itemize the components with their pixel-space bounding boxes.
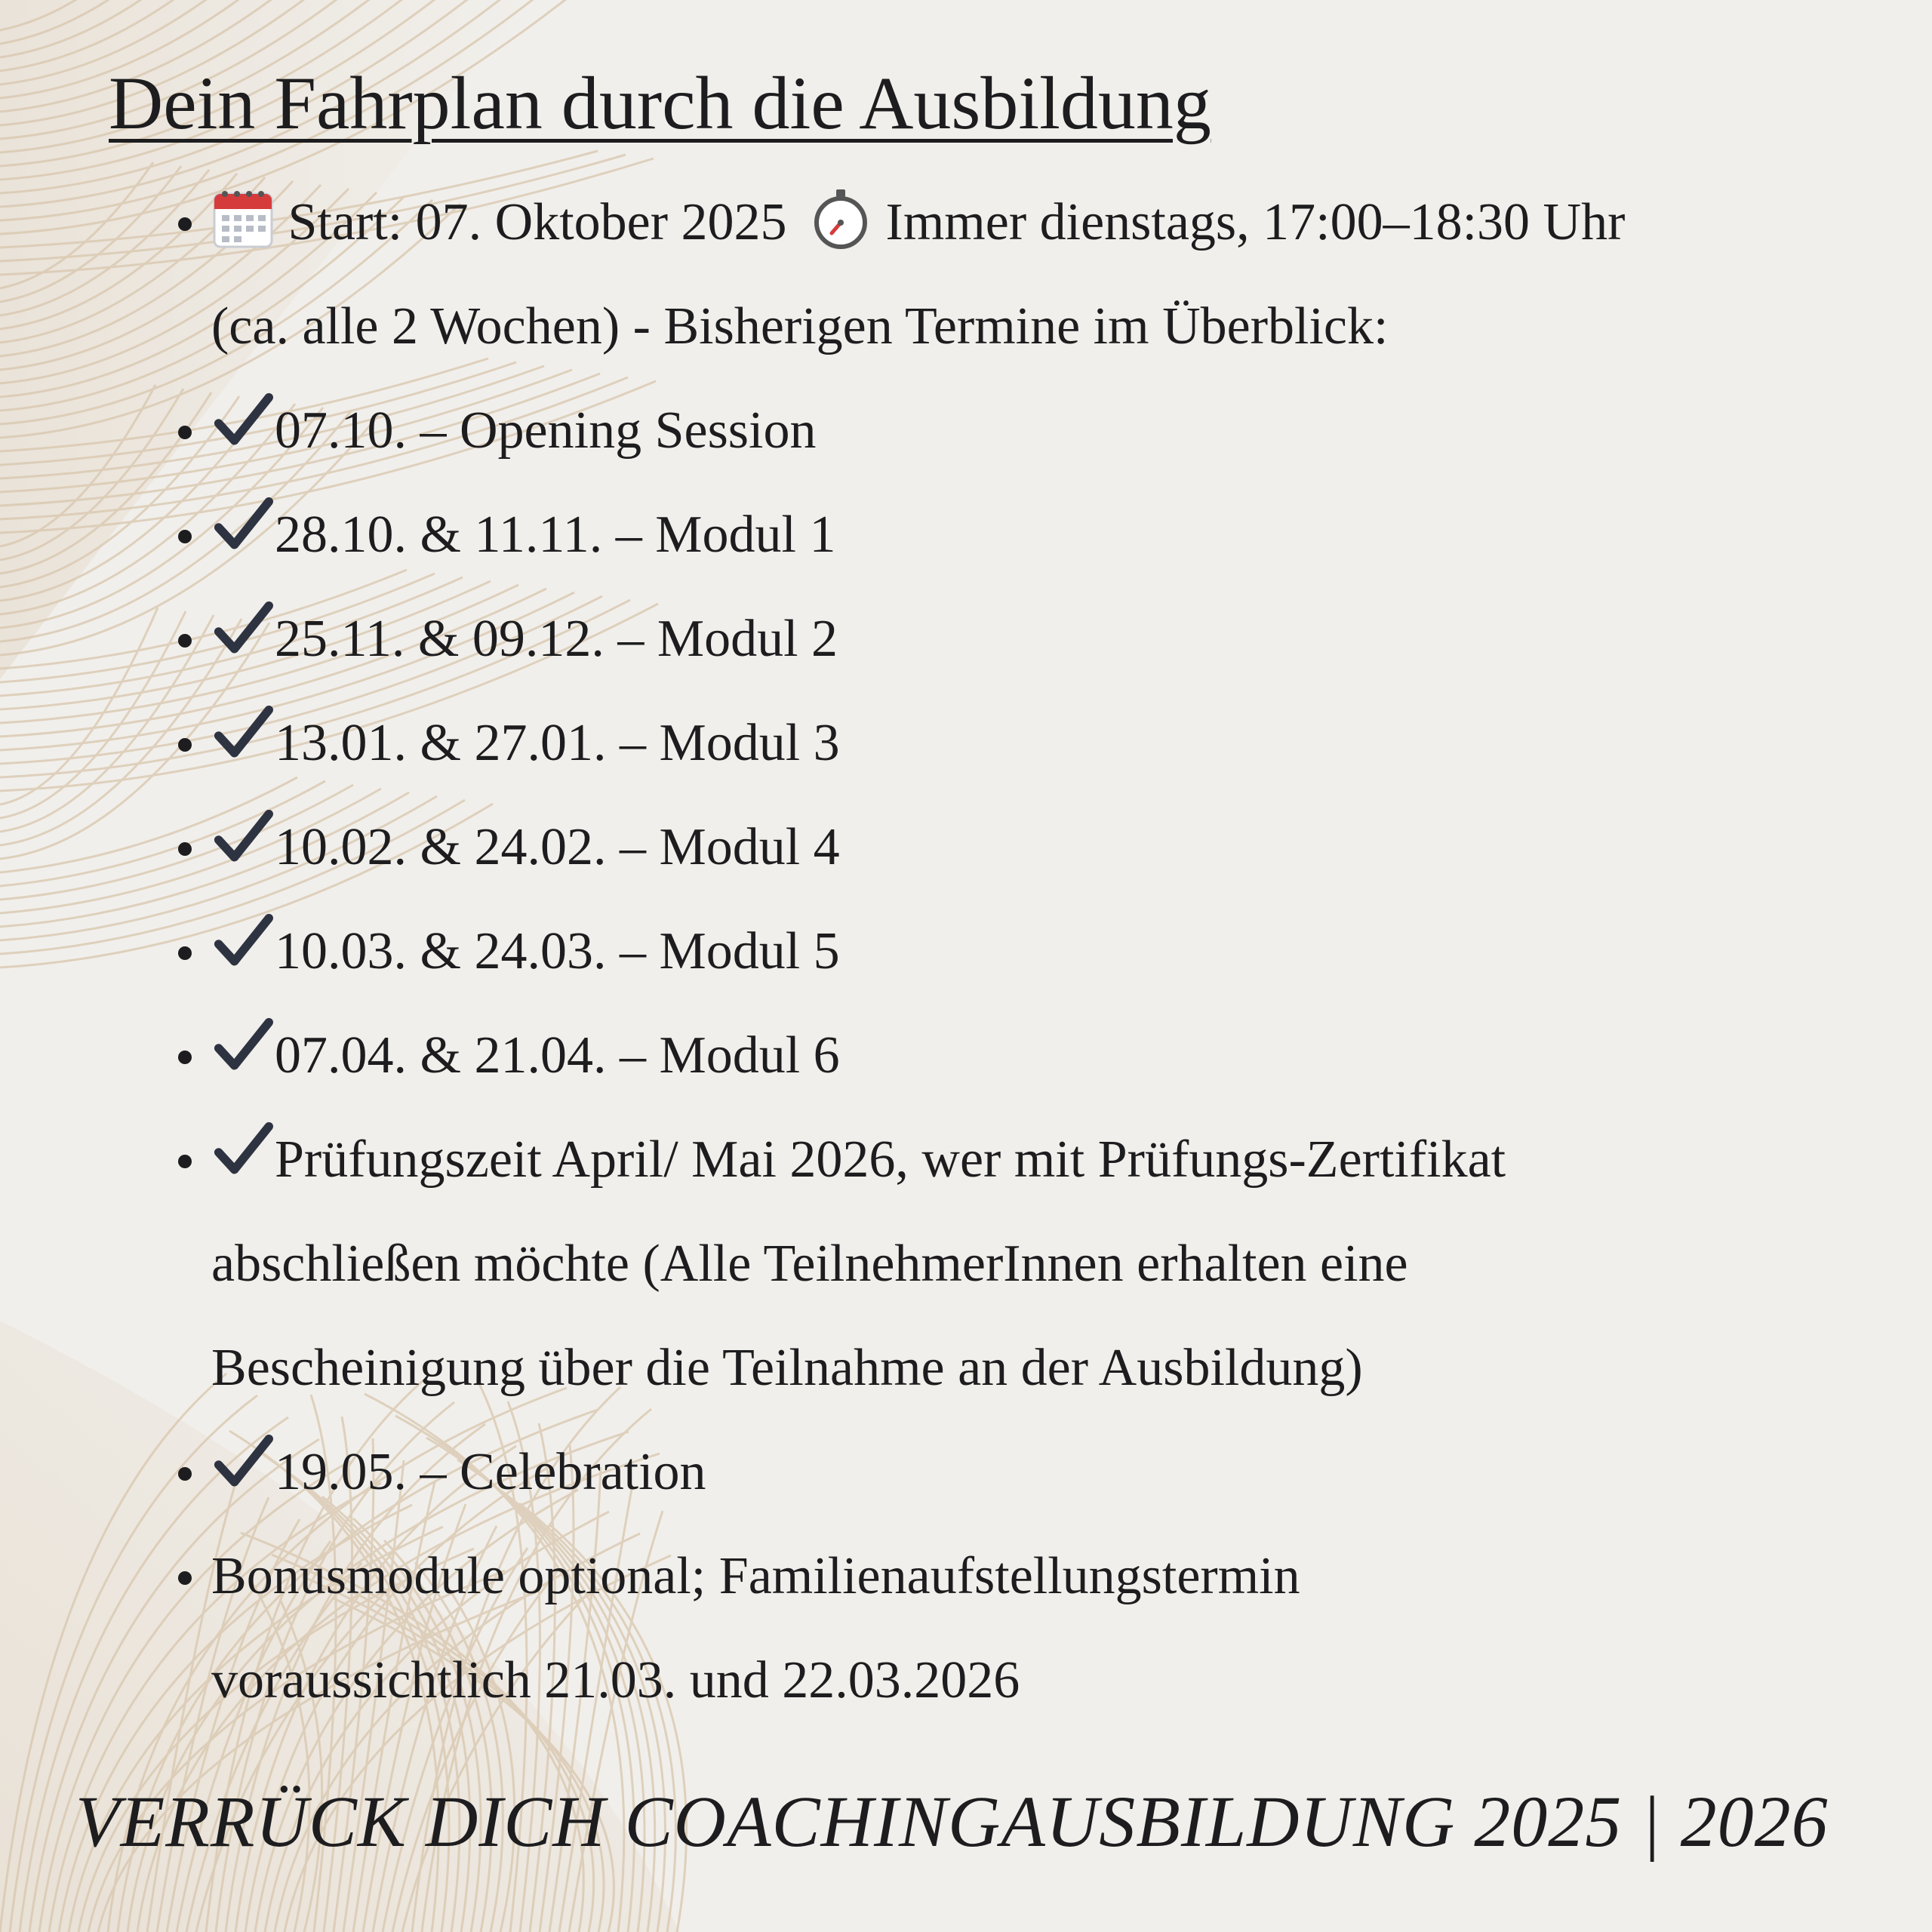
checkmark-icon (211, 808, 275, 869)
list-item-continuation: abschließen möchte (Alle TeilnehmerInnen erhalten eine (211, 1235, 1408, 1293)
list-item: 13.01. & 27.01. – Modul 3 (174, 691, 1796, 795)
list-item-continuation: voraussichtlich 21.03. und 22.03.2026 (211, 1651, 1020, 1709)
list-item: Bonusmodule optional; Familienaufstellungstermin (211, 1547, 1300, 1605)
list-item: Prüfungszeit April/ Mai 2026, wer mit Prüfungs-Zertifikat (174, 1108, 1796, 1212)
list-item: 25.11. & 09.12. – Modul 2 (174, 587, 1796, 691)
list-item: 28.10. & 11.11. – Modul 1 (174, 483, 1796, 587)
intro-continuation-text: (ca. alle 2 Wochen) - Bisherigen Termine im Überblick: (211, 297, 1389, 355)
checkmark-icon (211, 912, 275, 973)
list-item: 10.02. & 24.02. – Modul 4 (174, 795, 1796, 900)
checkmark-icon (211, 704, 275, 764)
list-item: 10.03. & 24.03. – Modul 5 (174, 900, 1796, 1004)
footer-title: VERRÜCK DICH COACHINGAUSBILDUNG 2025 | 2026 (75, 1781, 1829, 1862)
checkmark-icon (211, 1121, 275, 1181)
checkmark-icon (211, 496, 275, 556)
checkmark-icon (211, 392, 275, 452)
calendar-icon (211, 186, 275, 250)
stopwatch-icon (809, 186, 872, 250)
list-item: 07.10. – Opening Session (174, 379, 1796, 483)
start-text: Start: 07. Oktober 2025 (288, 193, 787, 251)
schedule-text: Immer dienstags, 17:00–18:30 Uhr (885, 193, 1626, 251)
checkmark-icon (211, 1017, 275, 1077)
list-item: 19.05. – Celebration (174, 1420, 1796, 1524)
checkmark-icon (211, 600, 275, 660)
list-item-intro-continuation (174, 275, 1796, 379)
list-item-continuation: Bescheinigung über die Teilnahme an der Ausbildung) (211, 1339, 1363, 1397)
list-item: 07.04. & 21.04. – Modul 6 (174, 1004, 1796, 1108)
page-title: Dein Fahrplan durch die Ausbildung (109, 61, 1211, 145)
list-item-intro (174, 171, 1796, 275)
checkmark-icon (211, 1433, 275, 1494)
